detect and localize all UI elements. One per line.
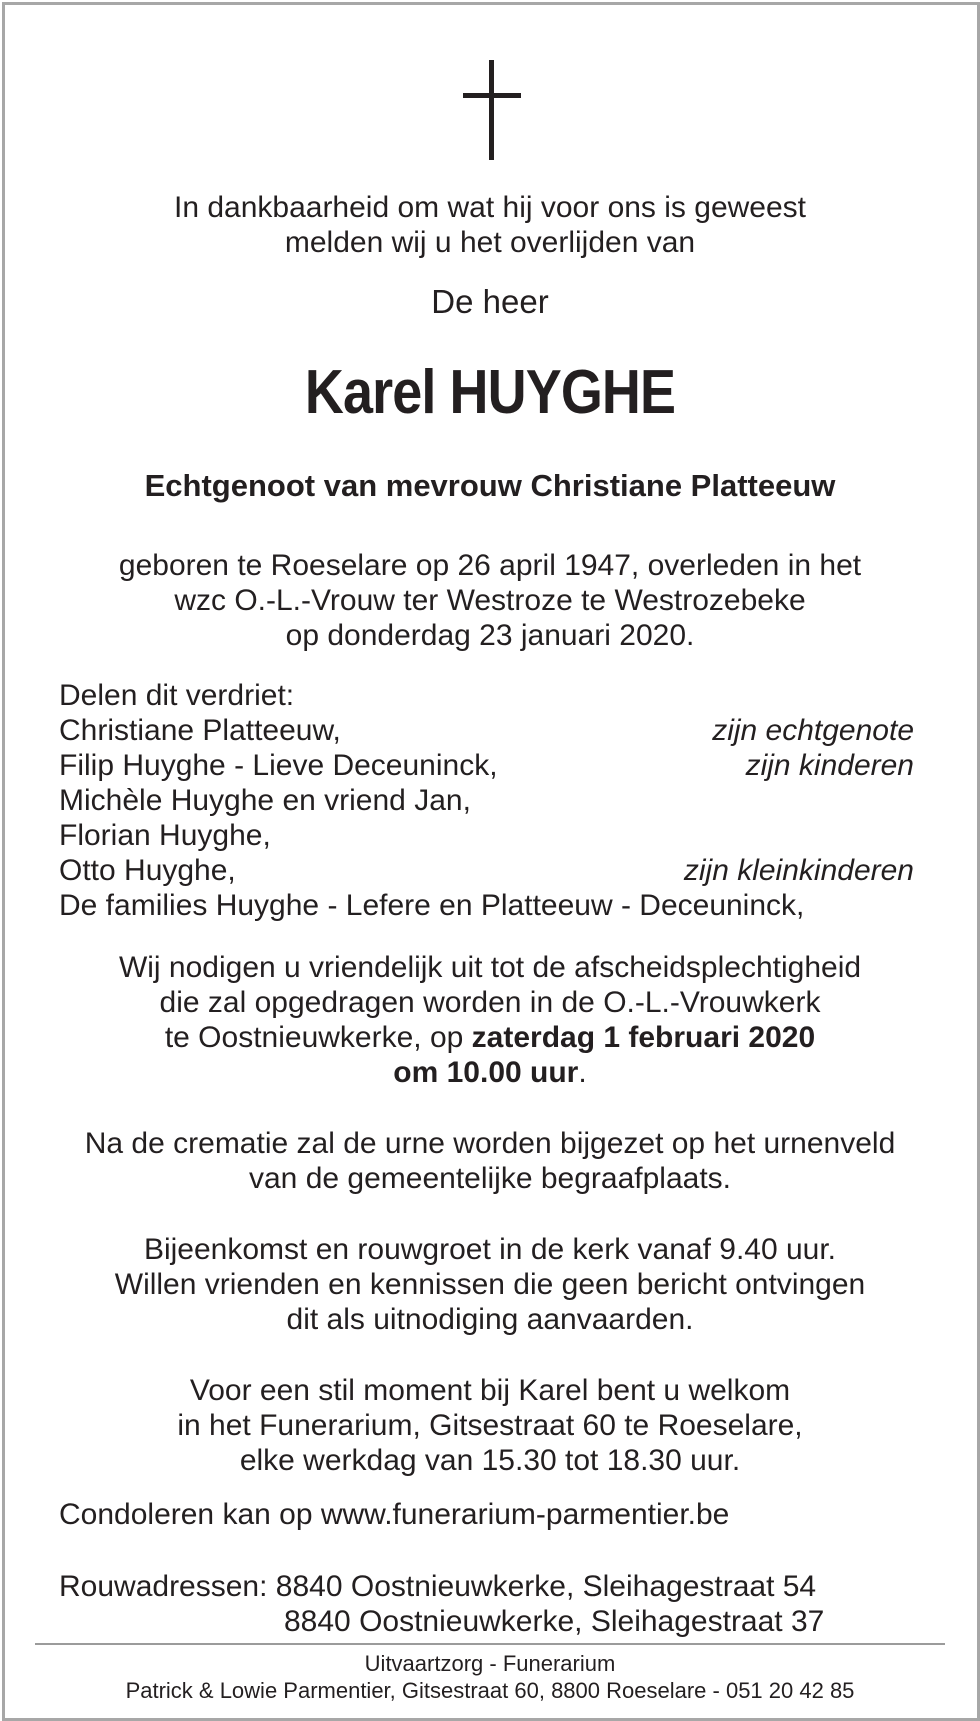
footer-divider (35, 1643, 945, 1645)
intro-line-1: In dankbaarheid om wat hij voor ons is geweest (173, 191, 807, 224)
mourner-name: Christiane Platteeuw, (59, 714, 341, 747)
intro-line-2: melden wij u het overlijden van (284, 226, 696, 259)
mourner-name: De families Huyghe - Lefere en Platteeuw - Deceuninck, (59, 889, 805, 922)
address-line-2: 8840 Oostnieuwkerke, Sleihagestraat 37 (284, 1605, 825, 1638)
address-line-1: Rouwadressen: 8840 Oostnieuwkerke, Sleihagestraat 54 (59, 1570, 817, 1603)
funerarium-line-1: Voor een stil moment bij Karel bent u welkom (189, 1374, 791, 1407)
mourner-role: zijn kleinkinderen (683, 854, 914, 887)
mourner-role: zijn echtgenote (712, 714, 914, 747)
ceremony-line-4 (0, 1055, 980, 1090)
salutation: De heer (431, 283, 549, 320)
birth-line-1: geboren te Roeselare op 26 april 1947, overleden in het (118, 549, 862, 582)
birth-line-2: wzc O.-L.-Vrouw ter Westroze te Westrozebeke (174, 584, 806, 617)
gathering-line-1: Bijeenkomst en rouwgroet in de kerk vanaf 9.40 uur. (143, 1233, 837, 1266)
footer-line-1: Uitvaartzorg - Funerarium (364, 1651, 616, 1676)
ceremony-line-3 (0, 1020, 980, 1055)
mourner-role: zijn kinderen (745, 749, 914, 782)
ceremony-location: te Oostnieuwkerke, op (164, 1021, 472, 1054)
deceased-name: Karel HUYGHE (304, 358, 676, 427)
ceremony-time: om 10.00 uur (393, 1056, 579, 1089)
cremation-line-2: van de gemeentelijke begraafplaats. (249, 1162, 731, 1195)
ceremony-period: . (578, 1056, 587, 1089)
mourner-name: Florian Huyghe, (59, 819, 271, 852)
ceremony-line-2: die zal opgedragen worden in de O.-L.-Vrouwkerk (159, 986, 821, 1019)
mourner-name: Michèle Huyghe en vriend Jan, (59, 784, 471, 817)
funerarium-line-2: in het Funerarium, Gitsestraat 60 te Roeselare, (177, 1409, 803, 1442)
mourner-name: Filip Huyghe - Lieve Deceuninck, (59, 749, 498, 782)
gathering-line-3: dit als uitnodiging aanvaarden. (286, 1303, 694, 1336)
ceremony-date: zaterdag 1 februari 2020 (471, 1021, 816, 1054)
birth-line-3: op donderdag 23 januari 2020. (285, 619, 695, 652)
cross-icon (463, 60, 521, 160)
funerarium-line-3: elke werkdag van 15.30 tot 18.30 uur. (239, 1444, 741, 1477)
spouse-line: Echtgenoot van mevrouw Christiane Platteeuw (144, 468, 836, 503)
condolences-line: Condoleren kan op www.funerarium-parmentier.be (59, 1498, 730, 1531)
cremation-line-1: Na de crematie zal de urne worden bijgezet op het urnenveld (84, 1127, 896, 1160)
mourner-name: Otto Huyghe, (59, 854, 236, 887)
ceremony-line-1: Wij nodigen u vriendelijk uit tot de afscheidsplechtigheid (118, 951, 862, 984)
footer-line-2: Patrick & Lowie Parmentier, Gitsestraat 60, 8800 Roeselare - 051 20 42 85 (125, 1678, 855, 1703)
gathering-line-2: Willen vrienden en kennissen die geen bericht ontvingen (114, 1268, 866, 1301)
mourners-heading: Delen dit verdriet: (59, 679, 295, 712)
